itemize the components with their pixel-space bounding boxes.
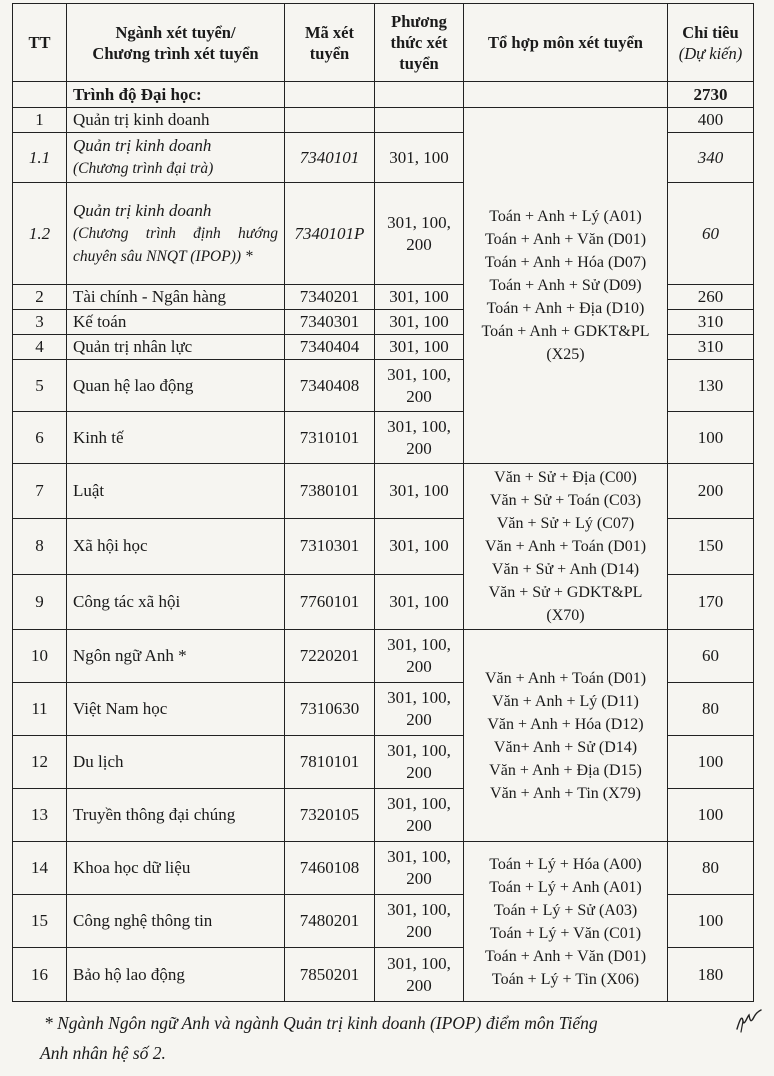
footnote-line-2: Anh nhân hệ số 2.: [40, 1043, 166, 1063]
combo-group-b: Văn + Sử + Địa (C00) Văn + Sử + Toán (C03) Văn + Sử + Lý (C07) Văn + Anh + Toán (D01) Văn + Sử + Anh (D14) Văn + Sử + GDKT&PL (X70): [464, 464, 668, 630]
level-label: Trình độ Đại học:: [67, 82, 285, 108]
table-row: 5 Quan hệ lao động 7340408 301, 100, 200 130: [13, 360, 754, 412]
table-header-row: [13, 4, 754, 82]
header-quota: Chỉ tiêu (Dự kiến): [668, 4, 754, 82]
handwritten-initial: [734, 1005, 764, 1035]
table-row: 1 Quản trị kinh doanh Toán + Anh + Lý (A01) Toán + Anh + Văn (D01) Toán + Anh + Hóa (D07) Toán + Anh + Sử (D09) Toán + Anh + Địa (D10) Toán + Anh + GDKT&PL (X25) 400: [13, 108, 754, 133]
table-row: 1.2 Quản trị kinh doanh (Chương trình định hướng chuyên sâu NNQT (IPOP)) * 7340101P 301, 100, 200 60: [13, 183, 754, 285]
combo-group-d: Toán + Lý + Hóa (A00) Toán + Lý + Anh (A01) Toán + Lý + Sử (A03) Toán + Lý + Văn (C01) Toán + Anh + Văn (D01) Toán + Lý + Tin (X06): [464, 842, 668, 1002]
table-row: 9 Công tác xã hội 7760101 301, 100 170: [13, 574, 754, 629]
admissions-table: [12, 3, 754, 1002]
table-row: 11 Việt Nam học 7310630 301, 100, 200 80: [13, 683, 754, 736]
header-code: Mã xét tuyển: [285, 4, 375, 82]
table-row: 13 Truyền thông đại chúng 7320105 301, 100, 200 100: [13, 789, 754, 842]
footnote-line-1: * Ngành Ngôn ngữ Anh và ngành Quản trị kinh doanh (IPOP) điểm môn Tiếng: [44, 1013, 598, 1033]
table-row-level: [13, 82, 754, 108]
table-row: 15 Công nghệ thông tin 7480201 301, 100, 200 100: [13, 895, 754, 948]
footnote: [40, 1008, 724, 1068]
table-row: 4 Quản trị nhân lực 7340404 301, 100 310: [13, 335, 754, 360]
table-row: 16 Bảo hộ lao động 7850201 301, 100, 200 180: [13, 948, 754, 1002]
level-quota: 2730: [668, 82, 754, 108]
table-row: 10 Ngôn ngữ Anh * 7220201 301, 100, 200 Văn + Anh + Toán (D01) Văn + Anh + Lý (D11) Văn + Anh + Hóa (D12) Văn+ Anh + Sử (D14) Văn + Anh + Địa (D15) Văn + Anh + Tin (X79) 60: [13, 630, 754, 683]
header-tt: TT: [13, 4, 67, 82]
table-row: 1.1 Quản trị kinh doanh (Chương trình đại trà) 7340101 301, 100 340: [13, 133, 754, 183]
table-row: 7 Luật 7380101 301, 100 Văn + Sử + Địa (C00) Văn + Sử + Toán (C03) Văn + Sử + Lý (C07) Văn + Anh + Toán (D01) Văn + Sử + Anh (D14) Văn + Sử + GDKT&PL (X70) 200: [13, 464, 754, 519]
header-program: Ngành xét tuyển/ Chương trình xét tuyển: [67, 4, 285, 82]
combo-group-c: Văn + Anh + Toán (D01) Văn + Anh + Lý (D11) Văn + Anh + Hóa (D12) Văn+ Anh + Sử (D14) Văn + Anh + Địa (D15) Văn + Anh + Tin (X79): [464, 630, 668, 842]
combo-group-a: Toán + Anh + Lý (A01) Toán + Anh + Văn (D01) Toán + Anh + Hóa (D07) Toán + Anh + Sử (D09) Toán + Anh + Địa (D10) Toán + Anh + GDKT&PL (X25): [464, 108, 668, 464]
table-row: 3 Kế toán 7340301 301, 100 310: [13, 310, 754, 335]
header-combo: Tổ hợp môn xét tuyển: [464, 4, 668, 82]
table-row: 8 Xã hội học 7310301 301, 100 150: [13, 519, 754, 574]
table-row: 6 Kinh tế 7310101 301, 100, 200 100: [13, 412, 754, 464]
table-row: 14 Khoa học dữ liệu 7460108 301, 100, 200 Toán + Lý + Hóa (A00) Toán + Lý + Anh (A01) Toán + Lý + Sử (A03) Toán + Lý + Văn (C01) Toán + Anh + Văn (D01) Toán + Lý + Tin (X06) 80: [13, 842, 754, 895]
table-row: 12 Du lịch 7810101 301, 100, 200 100: [13, 736, 754, 789]
header-method: Phương thức xét tuyển: [375, 4, 464, 82]
table-row: 2 Tài chính - Ngân hàng 7340201 301, 100 260: [13, 285, 754, 310]
